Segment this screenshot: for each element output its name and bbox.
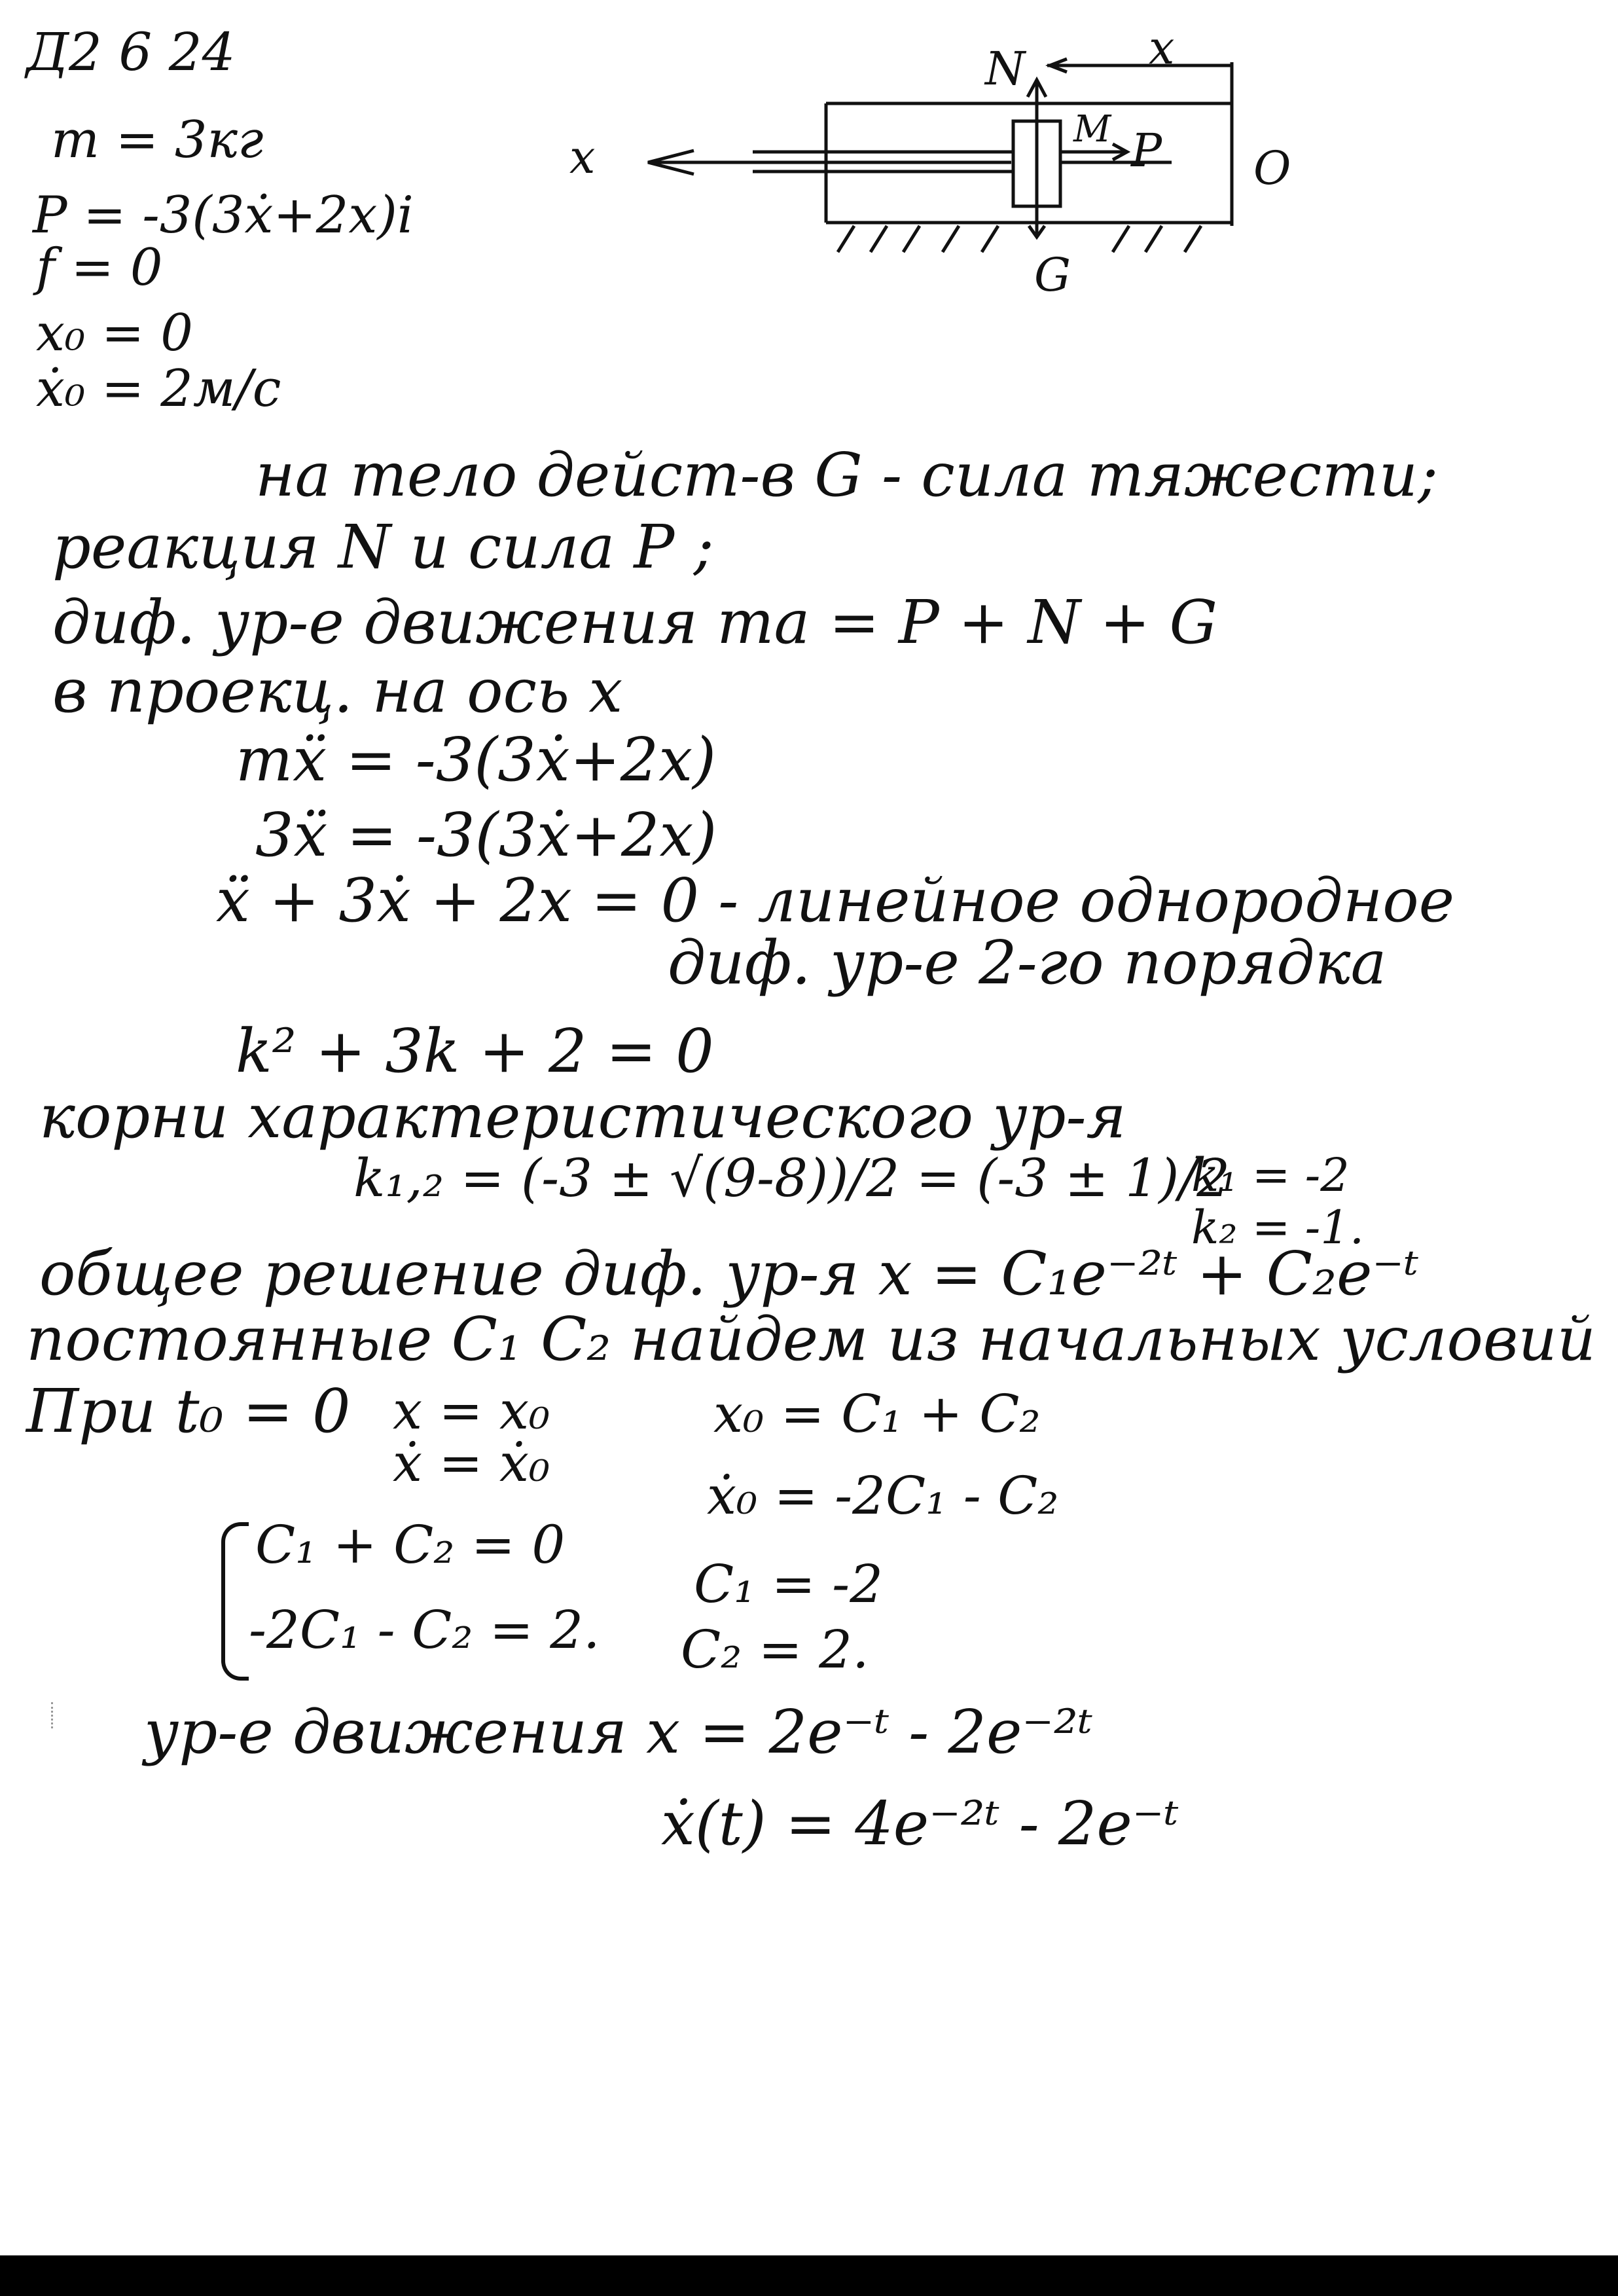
diagram-label-x-top: x <box>1149 21 1175 75</box>
root-k1: k₁ = -2 <box>1191 1148 1350 1202</box>
root-k2: k₂ = -1. <box>1191 1201 1365 1254</box>
solution-line-9: k² + 3k + 2 = 0 <box>236 1016 714 1086</box>
velocity-equation: ẋ(t) = 4e⁻²ᵗ - 2e⁻ᵗ <box>661 1789 1179 1859</box>
solution-line-7: ẍ + 3ẋ + 2x = 0 - линейное однородное <box>216 866 1455 936</box>
diagram-label-n: N <box>985 42 1026 96</box>
problem-number: Д2 6 24 <box>26 22 236 82</box>
v0-equation: ẋ₀ = -2C₁ - C₂ <box>707 1465 1059 1526</box>
diagram-label-g: G <box>1034 248 1071 302</box>
solution-line-6: 3ẍ = -3(3ẋ+2x) <box>255 800 717 870</box>
motion-equation: ур-е движения x = 2e⁻ᵗ - 2e⁻²ᵗ <box>144 1697 1093 1767</box>
c1-value: C₁ = -2 <box>694 1554 884 1614</box>
solution-line-2: реакция N и сила P ; <box>52 512 714 582</box>
diagram-label-p: P <box>1131 124 1162 177</box>
scan-bottom-edge <box>0 2255 1618 2296</box>
system-eq-1: C₁ + C₂ = 0 <box>255 1514 566 1575</box>
x0-equation: x₀ = C₁ + C₂ <box>713 1383 1041 1444</box>
solution-line-11: k₁,₂ = (-3 ± √(9-8))/2 = (-3 ± 1)/2 <box>353 1148 1231 1209</box>
given-force: P = -3(3ẋ+2x)i <box>33 186 414 245</box>
diagram-label-x-left: x <box>569 130 596 184</box>
given-mass: m = 3кг <box>51 111 264 170</box>
hatch-1 <box>838 226 854 252</box>
diagram-label-o: O <box>1253 141 1291 195</box>
solution-line-4: в проекц. на ось x <box>52 656 623 726</box>
hatch-8 <box>1185 226 1201 252</box>
solution-line-12: общее решение диф. ур-я x = C₁e⁻²ᵗ + C₂e⁻ᵗ <box>39 1239 1419 1309</box>
given-x0: x₀ = 0 <box>36 304 193 363</box>
initial-v: ẋ = ẋ₀ <box>393 1432 550 1493</box>
solution-line-3: диф. ур-е движения ma = P + N + G <box>52 587 1217 657</box>
given-friction: f = 0 <box>36 238 163 297</box>
solution-line-13: постоянные C₁ C₂ найдем из начальных условий <box>26 1304 1596 1374</box>
system-eq-2: -2C₁ - C₂ = 2. <box>249 1599 600 1660</box>
diagram-label-m: M <box>1073 108 1111 151</box>
scan-speck <box>51 1702 57 1728</box>
system-brace <box>221 1522 249 1681</box>
hatch-7 <box>1145 226 1162 252</box>
solution-line-8: диф. ур-е 2-го порядка <box>668 928 1387 998</box>
c2-value: C₂ = 2. <box>681 1619 869 1680</box>
hatch-4 <box>943 226 959 252</box>
hatch-6 <box>1113 226 1129 252</box>
force-diagram <box>0 0 1618 314</box>
solution-line-5: mẍ = -3(3ẋ+2x) <box>236 725 717 795</box>
given-v0: ẋ₀ = 2м/с <box>36 359 281 418</box>
solution-line-14: При t₀ = 0 <box>26 1376 351 1446</box>
solution-line-1: на тело дейст-в G - сила тяжести; <box>255 440 1438 510</box>
initial-x: x = x₀ <box>393 1380 550 1441</box>
hatch-5 <box>982 226 998 252</box>
solution-line-10: корни характеристического ур-я <box>39 1082 1126 1152</box>
hatch-3 <box>903 226 920 252</box>
hatch-2 <box>871 226 887 252</box>
